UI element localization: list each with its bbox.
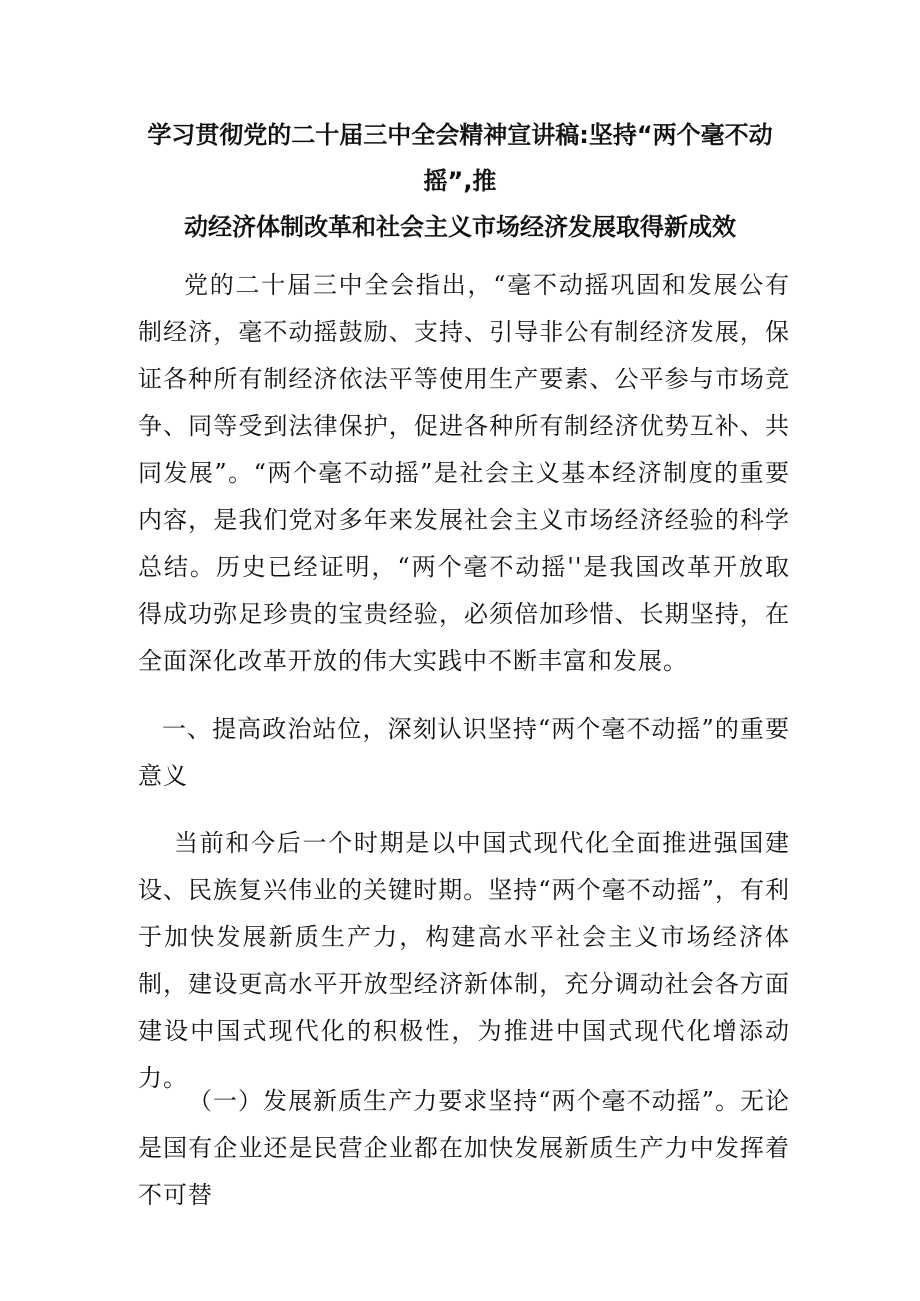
document-title	[130, 112, 790, 250]
paragraph-intro: 党的二十届三中全会指出，“毫不动摇巩固和发展公有制经济，毫不动摇鼓励、支持、引导非公有制经济发展，保证各种所有制经济依法平等使用生产要素、公平参与市场竞争、同等受到法律保护，促进各种所有制经济优势互补、共同发展”。“两个毫不动摇”是社会主义基本经济制度的重要内容，是我们党对多年来发展社会主义市场经济经验的科学总结。历史已经证明，“两个毫不动摇''是我国改革开放取得成功弥足珍贵的宝贵经验，必须倍加珍惜、长期坚持，在全面深化改革开放的伟大实践中不断丰富和发展。	[138, 271, 790, 675]
title-line-1: 学习贯彻党的二十届三中全会精神宣讲稿:坚持“两个毫不动摇”,推	[147, 121, 773, 195]
subsection-heading-1: （一）发展新质生产力要求坚持“两个毫不动摇”。无论是国有企业还是民营企业都在加快发展新质生产力中发挥着不可替	[138, 1087, 790, 1209]
title-line-2: 动经济体制改革和社会主义市场经济发展取得新成效	[184, 213, 736, 241]
section-heading-1: 一、提高政治站位，深刻认识坚持“两个毫不动摇”的重要意义	[138, 715, 790, 790]
paragraph-section-1: 当前和今后一个时期是以中国式现代化全面推进强国建设、民族复兴伟业的关键时期。坚持“两个毫不动摇”，有利于加快发展新质生产力，构建高水平社会主义市场经济体制，建设更高水平开放型经济新体制，充分调动社会各方面建设中国式现代化的积极性，为推进中国式现代化增添动力。	[138, 829, 790, 1092]
